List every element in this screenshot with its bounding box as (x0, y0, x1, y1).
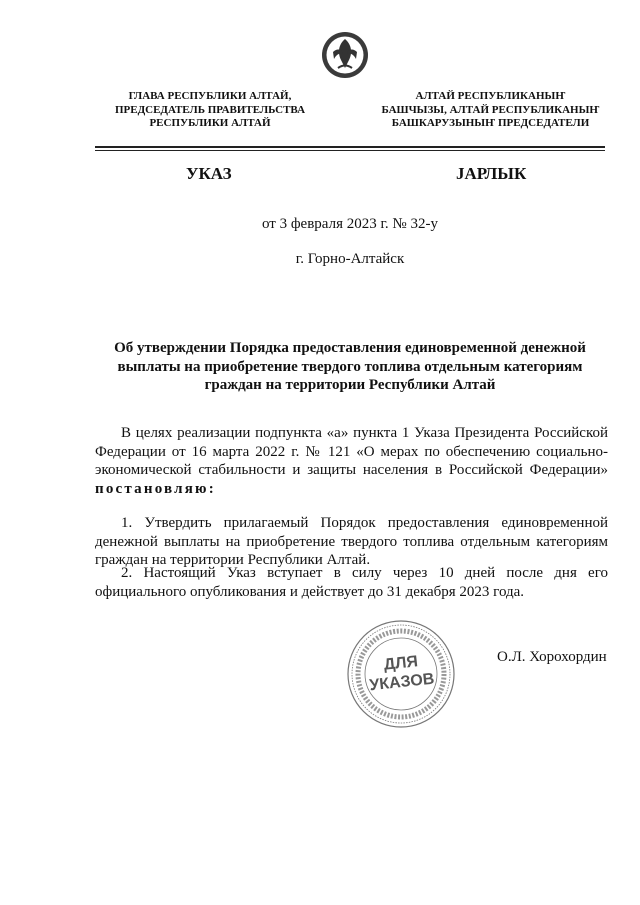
decree-item-2: 2. Настоящий Указ вступает в силу через 10 дней после дня его официального опубликования и действует до 31 декабря 2023 года. (95, 565, 608, 600)
header-divider-thin (95, 150, 605, 151)
header-right-line: БАШЧЫЗЫ, АЛТАЙ РЕСПУБЛИКАНЫҤ (381, 103, 600, 116)
decree-word: постановляю: (95, 480, 216, 497)
header-divider (95, 146, 605, 148)
header-right-authority (378, 90, 603, 131)
preamble-text: В целях реализации подпункта «а» пункта 1 Указа Президента Российской Федерации от 16 марта 2022 г. № 121 «О мерах по обеспечению социально-экономической стабильности и защиты населения в Российской Федерации» (95, 425, 608, 478)
doc-date-number: от 3 февраля 2023 г. № 32-у (261, 216, 438, 232)
stamp-text-line1: ДЛЯ (383, 653, 419, 674)
coat-of-arms-emblem-icon (320, 30, 370, 80)
doc-city: г. Горно-Алтайск (295, 251, 405, 267)
doc-subject-title: Об утверждении Порядка предоставления единовременной денежной выплаты на приобретение твердого топлива отдельным категориям граждан на территории Республики Алтай (114, 340, 586, 393)
signer-name: О.Л. Хорохордин (497, 649, 607, 665)
doc-type-russian: УКАЗ (186, 164, 232, 183)
decree-item-1: 1. Утвердить прилагаемый Порядок предоставления единовременной денежной выплаты на приобретение твердого топлива отдельным категориям граждан на территории Республики Алтай. (95, 515, 608, 568)
header-left-authority (105, 90, 315, 131)
header-right-line: БАШКАРУЗЫНЫҤ ПРЕДСЕДАТЕЛИ (391, 117, 590, 129)
header-right-line: АЛТАЙ РЕСПУБЛИКАНЫҤ (415, 90, 566, 102)
header-left-line: РЕСПУБЛИКИ АЛТАЙ (149, 117, 271, 129)
doc-type-altai: ЈАРЛЫК (456, 164, 527, 183)
official-stamp (345, 618, 457, 730)
header-left-line: ПРЕДСЕДАТЕЛЬ ПРАВИТЕЛЬСТВА (114, 103, 306, 116)
header-left-line: ГЛАВА РЕСПУБЛИКИ АЛТАЙ, (128, 90, 292, 102)
stamp-text-line2: УКАЗОВ (368, 670, 436, 695)
preamble-paragraph (95, 424, 608, 498)
